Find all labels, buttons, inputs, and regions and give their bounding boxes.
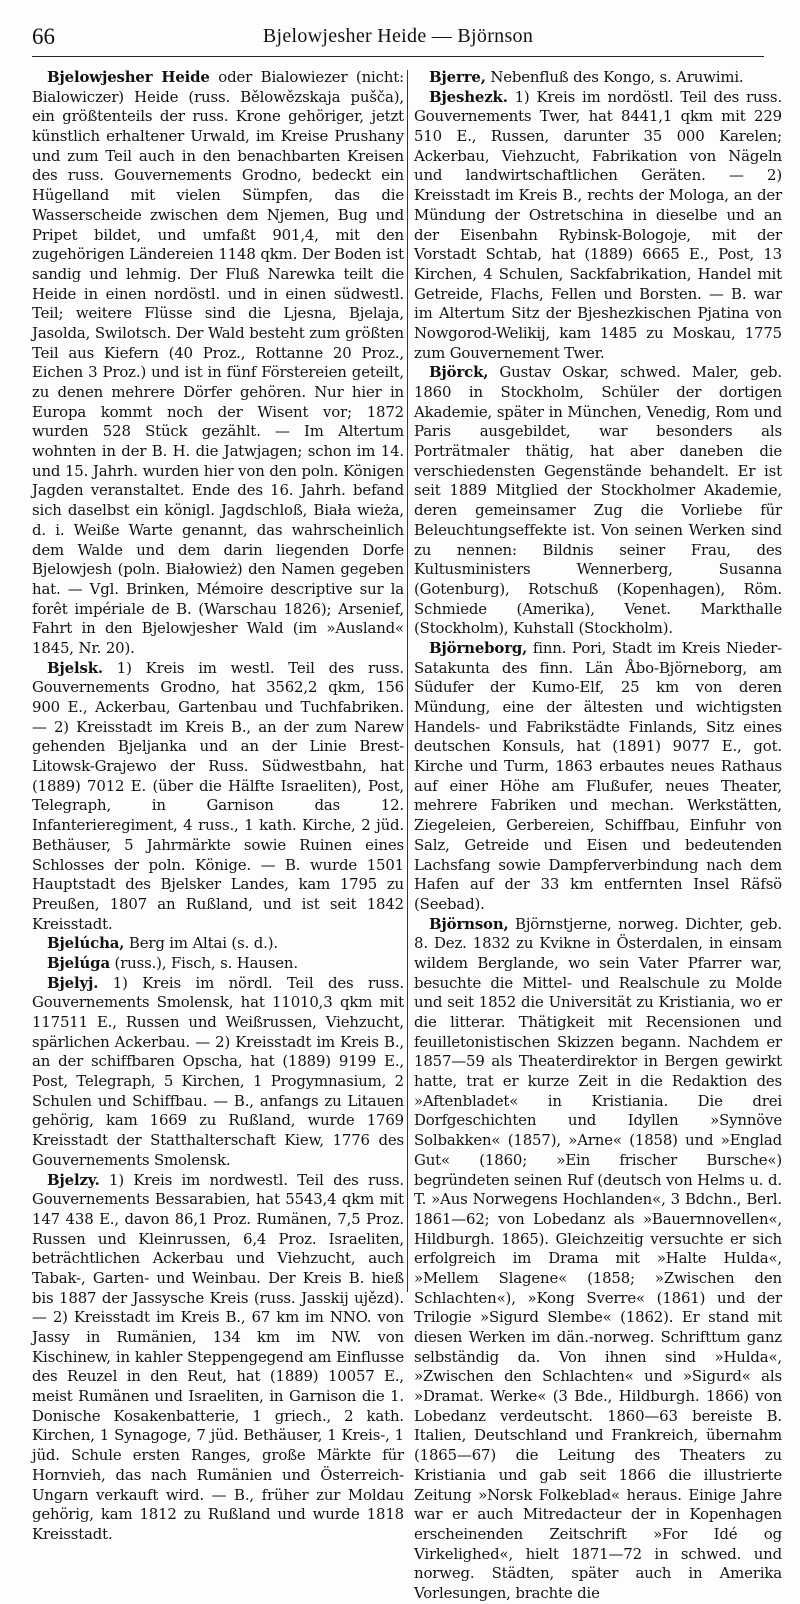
entry-bjelsk: [32, 659, 404, 935]
entry-text: Björnstjerne, norweg. Dichter, geb. 8. Dez. 1832 zu Kvikne in Österdalen, in einsam wildem Berglande, wo sein Vater Pfarrer war, besuchte die Mittel- und Realschule zu Molde und seit 1852 die Universität zu Kristiania, wo er die litterar. Thätigkeit mit Recensionen und feuilletonistischen Skizzen begann. Nachdem er 1857—59 als Theaterdirektor in Bergen gewirkt hatte, trat er kurze Zeit in die Redaktion des »Aftenbladet« in Kristiania. Die drei Dorfgeschichten und Idyllen »Synnöve Solbakken« (1857), »Arne« (1858) und »Englad Gut« (1860; »Ein frischer Bursche«) begründeten seinen Ruf (deutsch von Helms u. d. T. »Aus Norwegens Hochlanden«, 3 Bdchn., Berl. 1861—62; von Lobedanz als »Bauernnovellen«, Hildburgh. 1865). Gleichzeitig versuchte er sich erfolgreich im Drama mit »Halte Hulda«, »Mellem Slagene« (1858; »Zwischen den Schlachten«), »Kong Sverre« (1861) und der Trilogie »Sigurd Slembe« (1862). Er stand mit diesen Werken im dän.-norweg. Schrifttum ganz selbständig da. Von ihnen sind »Hulda«, »Zwischen den Schlachten« und »Sigurd« als »Dramat. Werke« (3 Bde., Hildburgh. 1866) von Lobedanz verdeutscht. 1860—63 bereiste B. Italien, Deutschland und Frankreich, übernahm (1865—67) die Leitung des Theaters zu Kristiania und gab seit 1866 die illustrierte Zeitung »Norsk Folkeblad« heraus. Einige Jahre war er auch Mitredacteur der in Kopenhagen erscheinenden Zeitschrift »For Idé og Virkelighed«, hielt 1871—72 in schwed. und norweg. Städten, später auch in Amerika Vorlesungen, brachte die: [414, 914, 782, 1602]
entry-text: Gustav Oskar, schwed. Maler, geb. 1860 in Stockholm, Schüler der dortigen Akademie, später in München, Venedig, Rom und Paris ausgebildet, war besonders als Porträtmaler thätig, hat aber daneben die verschiedensten Gegenstände behandelt. Er ist seit 1889 Mitglied der Stockholmer Akademie, deren gemeinsamer Zug die Vorliebe für Beleuchtungseffekte ist. Von seinen Werken sind zu nennen: Bildnis seiner Frau, des Kultusministers Wennerberg, Susanna (Gotenburg), Rotschuß (Kopenhagen), Röm. Schmiede (Amerika), Venet. Markthalle (Stockholm), Kuhstall (Stockholm).: [414, 363, 782, 638]
entry-bjelucha: [32, 934, 404, 954]
entry-headword: Bjelzy.: [47, 1170, 100, 1189]
entry-headword: Bjelúga: [47, 953, 110, 972]
entry-text: 1) Kreis im nordwestl. Teil des russ. Gouvernements Bessarabien, hat 5543,4 qkm mit 147 438 E., davon 86,1 Proz. Rumänen, 7,5 Proz. Russen und Kleinrussen, 6,4 Proz. Israeliten, beträchtlichen Ackerbau und Viehzucht, auch Tabak-, Garten- und Weinbau. Der Kreis B. hieß bis 1887 der Jassysche Kreis (russ. Jasskij ujězd). — 2) Kreisstadt im Kreis B., 67 km im NNO. von Jassy in Rumänien, 134 km im NW. von Kischinew, in kahler Steppengegend am Einflusse des Reuzel in den Reut, hat (1889) 10057 E., meist Rumänen und Israeliten, in Garnison die 1. Donische Kosakenbatterie, 1 griech., 2 kath. Kirchen, 1 Synagoge, 7 jüd. Bethäuser, 1 Kreis-, 1 jüd. Schule ersten Ranges, große Märkte für Hornvieh, das nach Rumänien und Österreich-Ungarn verkauft wird. — B., früher zur Moldau gehörig, kam 1812 zu Rußland und wurde 1818 Kreisstadt.: [32, 1170, 404, 1543]
entry-headword: Björnson,: [429, 914, 509, 933]
entry-headword: Bjelúcha,: [47, 934, 125, 953]
entry-text: 1) Kreis im nordöstl. Teil des russ. Gouvernements Twer, hat 8441,1 qkm mit 229 510 E., Russen, darunter 35 000 Karelen; Ackerbau, Viehzucht, Fabrikation von Nägeln und landwirtschaftlichen Geräten. — 2) Kreisstadt im Kreis B., rechts der Mologa, an der Mündung der Ostretschina in dieselbe und an der Eisenbahn Rybinsk-Bologoje, mit der Vorstadt Schtab, hat (1889) 6665 E., Post, 13 Kirchen, 4 Schulen, Sackfabrikation, Handel mit Getreide, Flachs, Fellen und Borsten. — B. war im Altertum Sitz der Bjeshezkischen Pjatina von Nowgorod-Welikij, kam 1485 zu Moskau, 1775 zum Gouvernement Twer.: [414, 87, 782, 362]
left-column: [32, 68, 404, 1545]
entry-headword: Bjeshezk.: [429, 87, 508, 106]
column-divider: [407, 70, 408, 1292]
entry-text: finn. Pori, Stadt im Kreis Nieder-Satakunta des finn. Län Åbo-Björneborg, am Südufer der Kumo-Elf, 25 km von deren Mündung, eine der ältesten und wichtigsten Handels- und Fabrikstädte Finlands, Sitz eines deutschen Konsuls, hat (1891) 9077 E., got. Kirche und Turm, 1863 erbautes neues Rathaus auf einer Höhe am Flußufer, neues Theater, mehrere Fabriken und mechan. Werkstätten, Ziegeleien, Gerbereien, Schiffbau, Einfuhr von Salz, Getreide und Eisen und bedeutenden Lachsfang sowie Dampferverbindung nach dem Hafen auf der 33 km entfernten Insel Räfsö (Seebad).: [414, 638, 782, 913]
entry-headword: Bjelowjesher Heide: [47, 68, 210, 86]
entry-headword: Björck,: [429, 363, 489, 382]
entry-bjorck: [414, 363, 782, 639]
entry-text: oder Bialowiezer (nicht: Bialowiczer) Heide (russ. Bělowězskaja pušča), ein größtenteils der russ. Krone gehöriger, jetzt künstlich erhaltener Urwald, im Kreise Prushany und zum Teil auch in den benachbarten Kreisen des russ. Gouvernements Grodno, bedeckt ein Hügelland mit vielen Sümpfen, das die Wasserscheide zwischen dem Njemen, Bug und Pripet bildet, und umfaßt 901,4, mit den zugehörigen Ländereien 1148 qkm. Der Boden ist sandig und lehmig. Der Fluß Narewka teilt die Heide in einen nordöstl. und in einen südwestl. Teil; weitere Flüsse sind die Ljesna, Bjelaja, Jasolda, Swilotsch. Der Wald besteht zum größten Teil aus Kiefern (40 Proz., Rottanne 20 Proz., Eichen 3 Proz.) und ist in fünf Förstereien geteilt, zu denen mehrere Dörfer gehören. Nur hier in Europa kommt noch der Wisent vor; 1872 wurden 528 Stück gezählt. — Im Altertum wohnten in der B. H. die Jatwjagen; schon im 14. und 15. Jahrh. wurden hier von den poln. Königen Jagden veranstaltet. Ende des 16. Jahrh. befand sich daselbst ein königl. Jagdschloß, Biała wieża, d. i. Weiße Warte genannt, das wahrscheinlich dem Walde und dem darin liegenden Dorfe Bjelowjesh (poln. Białowież) den Namen gegeben hat. — Vgl. Brinken, Mémoire descriptive sur la forêt impériale de B. (Warschau 1826); Arsenief, Fahrt in den Bjelowjesher Wald (im »Ausland« 1845, Nr. 20).: [32, 68, 404, 657]
right-column: [414, 68, 782, 1604]
page-number: 66: [32, 24, 55, 49]
entry-text: Nebenfluß des Kongo, s. Aruwimi.: [485, 68, 744, 86]
entry-bjelzy: [32, 1171, 404, 1545]
entry-headword: Bjelyj.: [47, 973, 99, 992]
entry-bjorneborg: [414, 639, 782, 915]
entry-headword: Bjelsk.: [47, 658, 103, 677]
entry-headword: Björneborg,: [429, 638, 528, 657]
entry-bjornson: [414, 915, 782, 1604]
entry-bjeshezk: [414, 88, 782, 364]
entry-bjerre: [414, 68, 782, 88]
entry-bjelyj: [32, 974, 404, 1171]
entry-text: 1) Kreis im westl. Teil des russ. Gouvernements Grodno, hat 3562,2 qkm, 156 900 E., Ackerbau, Gartenbau und Tuchfabriken. — 2) Kreisstadt im Kreis B., an der zum Narew gehenden Bjeljanka und an der Linie Brest-Litowsk-Grajewo der Russ. Südwestbahn, hat (1889) 7012 E. (über die Hälfte Israeliten), Post, Telegraph, in Garnison das 12. Infanterieregiment, 4 russ., 1 kath. Kirche, 2 jüd. Bethäuser, 5 Jahrmärkte sowie Ruinen eines Schlosses der poln. Könige. — B. wurde 1501 Hauptstadt des Bjelsker Landes, kam 1795 zu Preußen, 1807 an Rußland, und ist seit 1842 Kreisstadt.: [32, 658, 404, 933]
entry-bjelowjesher-heide: [32, 68, 404, 659]
page-header: [32, 22, 764, 57]
entry-bjeluga: [32, 954, 404, 974]
running-head: Bjelowjesher Heide — Björnson: [262, 25, 534, 47]
entry-text: 1) Kreis im nördl. Teil des russ. Gouvernements Smolensk, hat 11010,3 qkm mit 117511 E., Russen und Weißrussen, Viehzucht, spärlichen Ackerbau. — 2) Kreisstadt im Kreis B., an der schiffbaren Opscha, hat (1889) 9199 E., Post, Telegraph, 5 Kirchen, 1 Progymnasium, 2 Schulen und Schiffbau. — B., anfangs zu Litauen gehörig, kam 1669 zu Rußland, wurde 1769 Kreisstadt der Statthalterschaft Kiew, 1776 des Gouvernements Smolensk.: [32, 973, 404, 1169]
entry-text: Berg im Altai (s. d.).: [124, 934, 278, 953]
entry-text: (russ.), Fisch, s. Hausen.: [109, 953, 298, 972]
entry-headword: Bjerre,: [429, 68, 486, 86]
